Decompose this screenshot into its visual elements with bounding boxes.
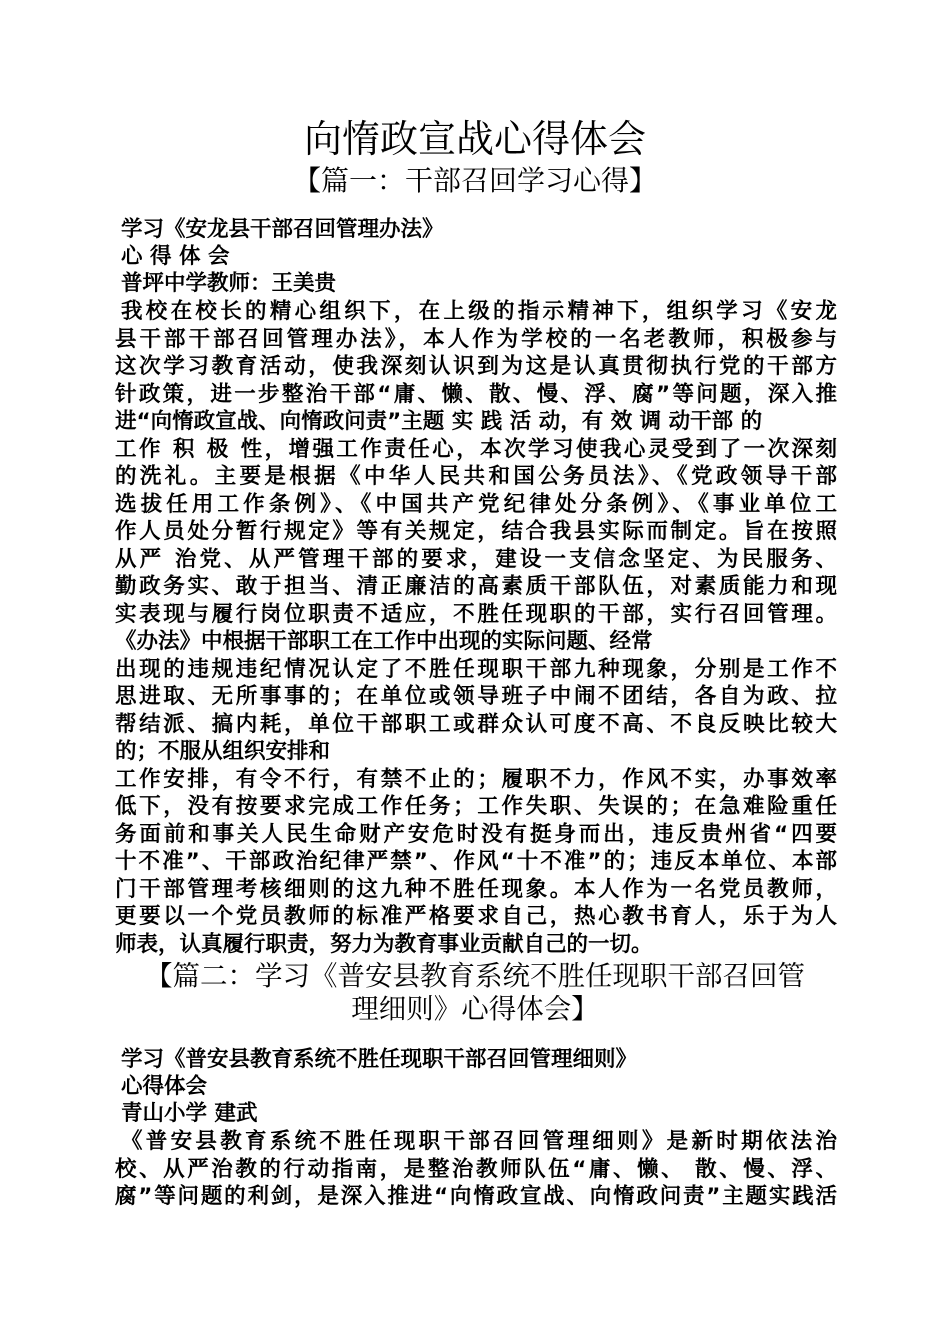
section1-author: 普坪中学教师：王美贵 (121, 271, 337, 296)
section1-header-block (115, 216, 837, 297)
body-line: 出现的违规违纪情况认定了不胜任现职干部九种现象，分别是工作不 (115, 656, 837, 682)
body-line: 作人员处分暂行规定》等有关规定，结合我县实际而制定。旨在按照 (115, 519, 837, 544)
body-line: 县干部干部召回管理办法》，本人作为学校的一名老教师，积极参与 (115, 326, 837, 352)
body-line: 选拔任用工作条例》、《中国共产党纪律处分条例》、《事业单位工 (115, 491, 837, 517)
body-line: 从严 治党、从严管理干部的要求，建设一支信念坚定、为民服务、 (115, 546, 837, 572)
body-line: 这次学习教育活动，使我深刻认识到为这是认真贯彻执行党的干部方 (115, 354, 837, 379)
body-line: 十不准”、干部政治纪律严禁”、作风“十不准”的；违反本单位、本部 (115, 849, 837, 874)
body-line: 更要以一个党员教师的标准严格要求自己，热心教书育人，乐于为人 (115, 904, 837, 929)
section1-doc-title: 学习《安龙县干部召回管理办法》 (121, 217, 444, 242)
section2-header-block (115, 1046, 837, 1127)
body-line: 腐”等问题的利剑，是深入推进“向惰政宣战、向惰政问责”主题实践活 (115, 1184, 837, 1209)
body-line: 校、从严治教的行动指南，是整治教师队伍“庸、懒、 散、慢、浮、 (115, 1156, 837, 1182)
body-line: 师表，认真履行职责，努力为教育事业贡献自己的一切。 (115, 931, 653, 957)
section2-doc-subtitle: 心得体会 (121, 1074, 208, 1099)
body-line: 的洗礼。主要是根据《中华人民共和国公务员法》、《党政领导干部 (115, 464, 837, 489)
section1-heading: 【篇一：干部召回学习心得】 (292, 164, 657, 197)
body-line: 思进取、无所事事的；在单位或领导班子中闹不团结，各自为政、拉 (115, 684, 837, 709)
body-line: 《办法》中根据干部职工在工作中出现的实际问题、经常 (115, 629, 653, 654)
section2-heading (115, 960, 835, 1026)
body-line: 门干部管理考核细则的这九种不胜任现象。本人作为一名党员教师， (115, 876, 837, 902)
section1-body (115, 298, 837, 958)
section1-doc-subtitle: 心 得 体 会 (121, 244, 230, 269)
body-line: 工作安排，有令不行，有禁不止的；履职不力，作风不实，办事效率 (115, 766, 837, 792)
section2-body (115, 1128, 837, 1211)
body-line: 的；不服从组织安排和 (115, 739, 331, 764)
section2-heading-line2: 理细则》心得体会】 (351, 993, 599, 1025)
body-line: 勤政务实、敢于担当、清正廉洁的高素质干部队伍，对素质能力和现 (115, 574, 837, 599)
section2-heading-line1: 【篇二：学习《普安县教育系统不胜任现职干部召回管 (145, 960, 805, 992)
body-line: 我校在校长的精心组织下，在上级的指示精神下，组织学习《安龙 (121, 299, 837, 324)
body-line: 工作 积 极 性，增强工作责任心，本次学习使我心灵受到了一次深刻 (115, 436, 837, 462)
body-line: 针政策，进一步整治干部“庸、懒、散、慢、浮、腐”等问题，深入推 (115, 381, 837, 407)
document-title: 向惰政宣战心得体会 (303, 117, 646, 161)
body-line: 帮结派、搞内耗，单位干部职工或群众认可度不高、不良反映比较大 (115, 711, 837, 737)
body-line: 低下，没有按要求完成工作任务；工作失职、失误的；在急难险重任 (115, 794, 837, 819)
body-line: 进“向惰政宣战、向惰政问责”主题 实 践 活 动，有 效 调 动干部 的 (115, 409, 763, 434)
body-line: 《普安县教育系统不胜任现职干部召回管理细则》是新时期依法治 (121, 1129, 837, 1154)
body-line: 务面前和事关人民生命财产安危时没有挺身而出，违反贵州省“四要 (115, 821, 837, 847)
section2-doc-title: 学习《普安县教育系统不胜任现职干部召回管理细则》 (121, 1047, 638, 1072)
section2-author: 青山小学 建武 (121, 1101, 258, 1126)
body-line: 实表现与履行岗位职责不适应，不胜任现职的干部，实行召回管理。 (115, 601, 837, 627)
